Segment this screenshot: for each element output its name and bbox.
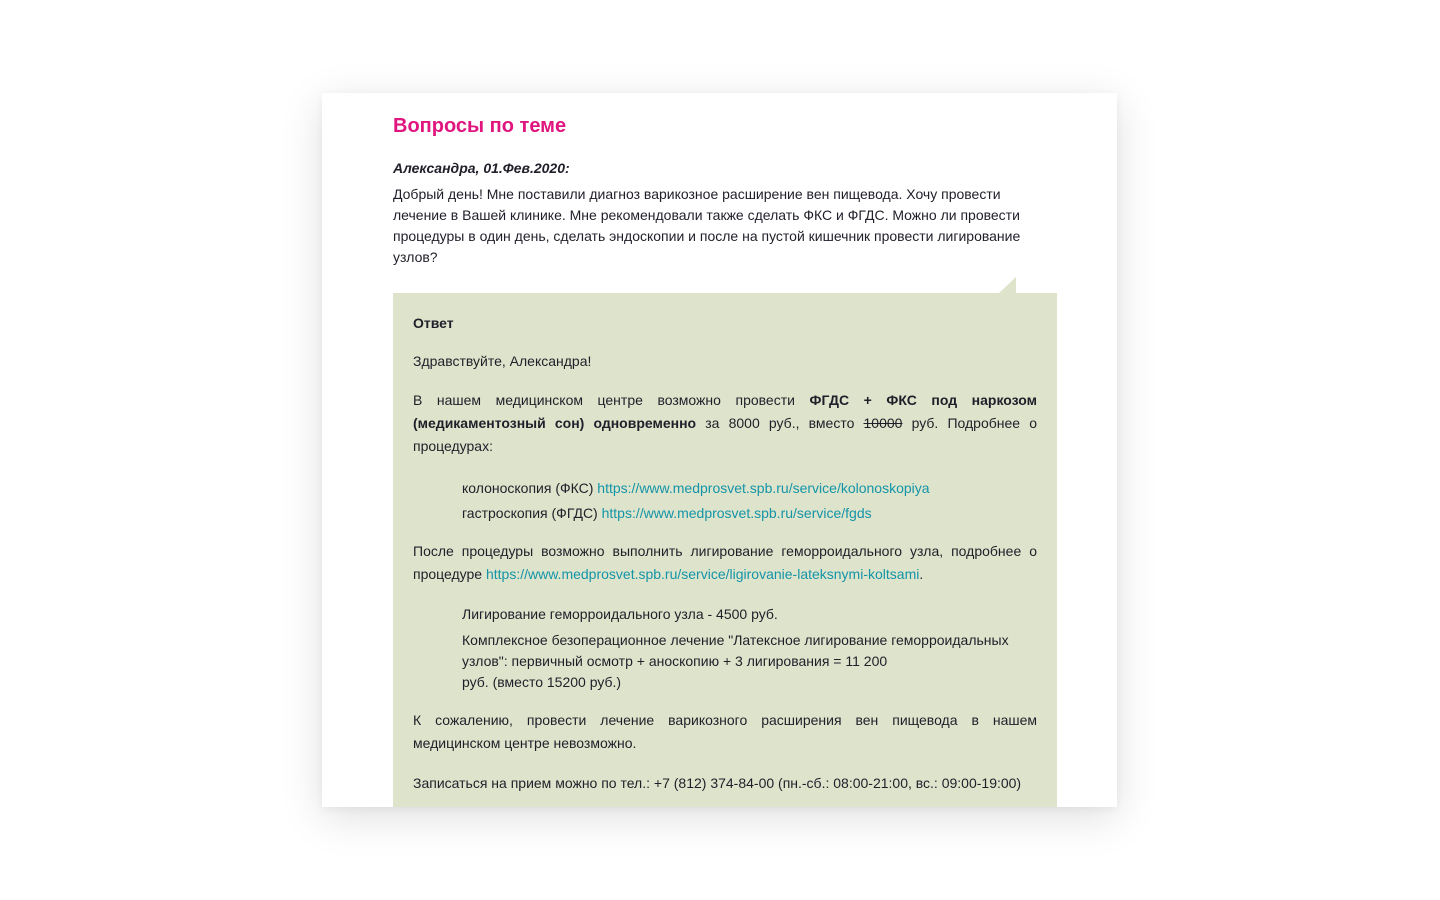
question-text: Добрый день! Мне поставили диагноз варикозное расширение вен пищевода. Хочу провести лечение в Вашей клинике. Мне рекомендовали также сделать ФКС и ФГДС. Можно ли провести процедуры в один день, сделать эндоскопии и после на пустой кишечник провести лигирование узлов?: [393, 186, 1021, 265]
price-item: Лигирование геморроидального узла - 4500 руб.: [462, 606, 778, 622]
procedure-link-kolonoskopiya[interactable]: https://www.medprosvet.spb.ru/service/kolonoskopiya: [597, 480, 930, 496]
answer-bubble-notch: [999, 277, 1016, 293]
answer-label: Ответ: [413, 315, 454, 331]
answer-paragraph-ligation: [413, 540, 1037, 586]
offer-text-bold: ФГДС + ФКС под наркозом (медикаментозный сон) одновременно: [413, 392, 1037, 431]
qa-card: [322, 93, 1117, 807]
section-title: Вопросы по теме: [393, 115, 567, 137]
answer-paragraph-contact: Записаться на прием можно по тел.: +7 (812) 374-84-00 (пн.-сб.: 08:00-21:00, вс.: 09:00-19:00): [413, 775, 1022, 791]
price-item-complex-cont: руб. (вместо 15200 руб.): [462, 674, 622, 690]
ligation-text-pre: После процедуры возможно выполнить лигирование геморроидального узла, подробнее о процедуре: [413, 543, 1037, 582]
old-price-strike: 10000: [863, 415, 903, 431]
procedure-link-fgds[interactable]: https://www.medprosvet.spb.ru/service/fgds: [601, 505, 872, 521]
procedure-list: [462, 476, 1037, 526]
answer-greeting: Здравствуйте, Александра!: [413, 353, 592, 369]
qa-content: [393, 93, 1057, 791]
procedure-name: колоноскопия (ФКС): [462, 480, 598, 496]
price-list: [462, 604, 1037, 693]
offer-text-pre: В нашем медицинском центре возможно провести: [413, 392, 810, 408]
procedure-item: [462, 501, 1037, 526]
price-item-complex: Комплексное безоперационное лечение "Латексное лигирование геморроидальных узлов": первичный осмотр + аноскопию + 3 лигирования = 11 200: [462, 632, 1009, 669]
ligation-link[interactable]: https://www.medprosvet.spb.ru/service/ligirovanie-lateksnymi-koltsami: [485, 566, 920, 582]
answer-block: [393, 293, 1057, 807]
answer-paragraph-offer: [413, 389, 1037, 458]
procedure-item: [462, 476, 1037, 501]
ligation-text-post: .: [919, 566, 924, 582]
answer-paragraph-regret: К сожалению, провести лечение варикозного расширения вен пищевода в нашем медицинском центре невозможно.: [413, 712, 1037, 751]
procedure-name: гастроскопия (ФГДС): [462, 505, 602, 521]
offer-text-mid: за 8000 руб., вместо: [696, 415, 864, 431]
offer-text-post: руб. Подробнее о процедурах:: [413, 415, 1037, 454]
price-item: [462, 630, 1037, 693]
question-author: Александра, 01.Фев.2020:: [393, 160, 570, 176]
